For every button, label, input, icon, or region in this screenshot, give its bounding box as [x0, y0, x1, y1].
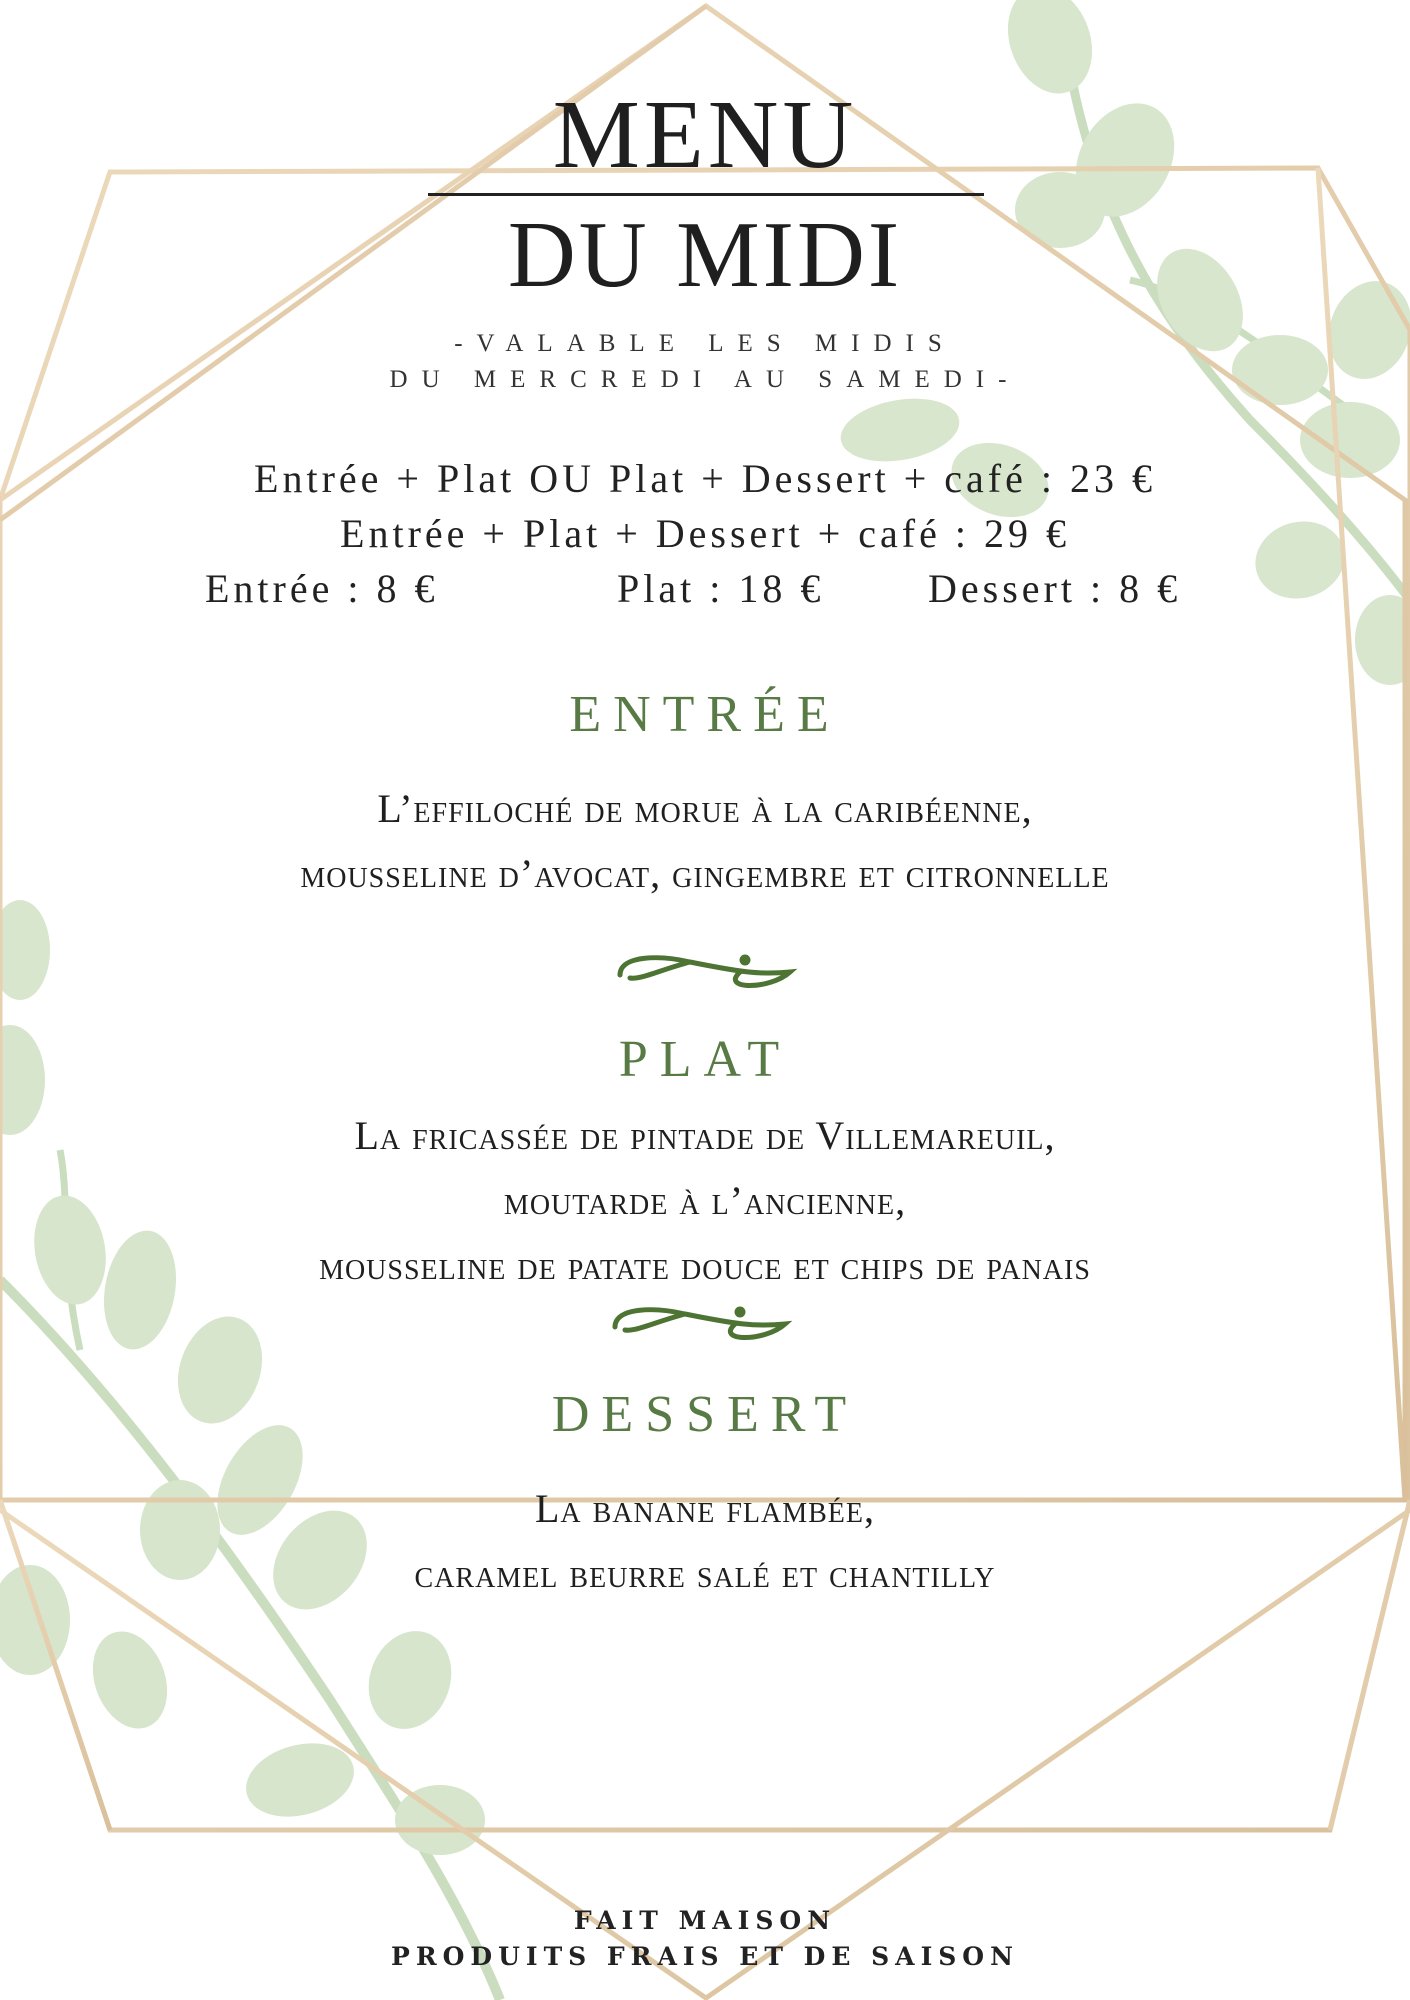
validity-line-1: -VALABLE LES MIDIS	[454, 330, 956, 357]
price-dessert: Dessert : 8 €	[928, 566, 1182, 611]
formula-price-1: Entrée + Plat OU Plat + Dessert + café : 23 €	[254, 456, 1156, 501]
dessert-line-1: La banane flambée,	[535, 1486, 875, 1531]
section-heading-plat: PLAT	[618, 1031, 792, 1088]
dessert-line-2: caramel beurre salé et chantilly	[414, 1551, 996, 1596]
price-entree: Entrée : 8 €	[205, 566, 439, 611]
price-plat: Plat : 18 €	[617, 566, 825, 611]
section-heading-entree: ENTRÉE	[569, 686, 841, 743]
plat-line-2: moutarde à l’ancienne,	[503, 1178, 907, 1223]
section-heading-dessert: DESSERT	[551, 1386, 859, 1443]
flourish-divider-icon	[615, 1309, 785, 1338]
entree-line-1: L’effiloché de morue à la caribéenne,	[377, 786, 1033, 831]
plat-line-1: La fricassée de pintade de Villemareuil,	[354, 1113, 1056, 1158]
title-divider	[428, 193, 984, 196]
footer-line-1: FAIT MAISON	[573, 1906, 837, 1935]
plat-line-3: mousseline de patate douce et chips de panais	[319, 1243, 1091, 1288]
footer-line-2: PRODUITS FRAIS ET DE SAISON	[391, 1942, 1019, 1971]
formula-price-2: Entrée + Plat + Dessert + café : 29 €	[340, 511, 1070, 556]
validity-line-2: DU MERCREDI AU SAMEDI-	[389, 366, 1021, 393]
menu-title: MENU	[552, 81, 858, 189]
menu-subtitle-midi: DU MIDI	[507, 203, 903, 307]
entree-line-2: mousseline d’avocat, gingembre et citronnelle	[300, 851, 1110, 896]
flourish-divider-icon	[620, 957, 790, 986]
